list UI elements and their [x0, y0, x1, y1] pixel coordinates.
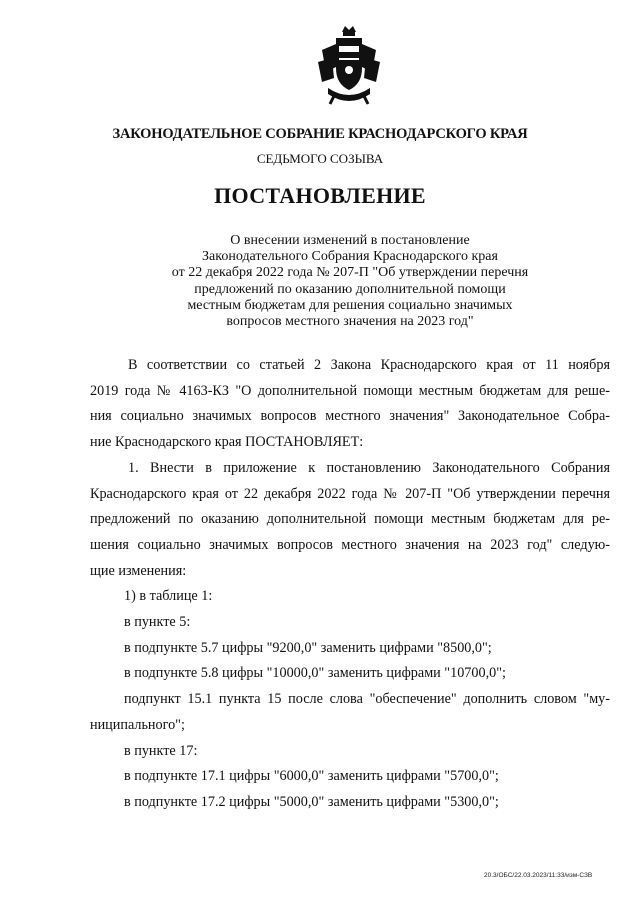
subject-line: О внесении изменений в постановление [230, 233, 470, 248]
subject-line: местным бюджетам для решения социально значимых [187, 297, 513, 313]
body-line: в подпункте 5.8 цифры "10000,0" заменить цифрами "10700,0"; [124, 665, 506, 682]
body-line: предложений по оказанию дополнительной помощи местным бюджетам для ре- [90, 511, 610, 528]
subject-line: от 22 декабря 2022 года № 207-П "Об утверждении перечня [171, 265, 529, 281]
body-line: в подпункте 17.1 цифры "6000,0" заменить цифрами "5700,0"; [124, 768, 499, 785]
body-line: подпункт 15.1 пункта 15 после слова "обеспечение" дополнить словом "му- [124, 691, 610, 708]
subject-line: Законодательного Собрания Краснодарского края [202, 249, 498, 265]
organization-name: ЗАКОНОДАТЕЛЬНОЕ СОБРАНИЕ КРАСНОДАРСКОГО КРАЯ [112, 125, 528, 143]
subject-line: предложений по оказанию дополнительной помощи [194, 281, 506, 297]
body-line: в подпункте 5.7 цифры "9200,0" заменить цифрами "8500,0"; [124, 639, 492, 656]
body-line: 1. Внести в приложение к постановлению Законодательного Собрания [128, 459, 610, 476]
subject-line: вопросов местного значения на 2023 год" [226, 314, 474, 330]
krasnodar-krai-coat-of-arms-icon [314, 22, 384, 108]
body-line: в подпункте 17.2 цифры "5000,0" заменить цифрами "5300,0"; [124, 793, 499, 810]
body-line: В соответствии со статьей 2 Закона Краснодарского края от 11 ноября [128, 357, 610, 373]
document-body [90, 353, 610, 816]
body-line: в пункте 5: [124, 614, 191, 631]
body-line: щие изменения: [90, 562, 187, 579]
body-line: ния социально значимых вопросов местного значения" Законодательное Собра- [90, 408, 610, 425]
body-line: ние Краснодарского края ПОСТАНОВЛЯЕТ: [90, 434, 364, 451]
body-line: в пункте 17: [124, 742, 198, 759]
body-line: шения социально значимых вопросов местного значения на 2023 год" следую- [90, 536, 610, 553]
body-line: Краснодарского края от 22 декабря 2022 года № 207-П "Об утверждении перечня [90, 485, 610, 502]
convocation-label: СЕДЬМОГО СОЗЫВА [256, 151, 384, 166]
body-line: 1) в таблице 1: [124, 588, 213, 605]
document-footer-code: 20.3/ОБС/22.03.2023/11:33/изм-СЗВ [484, 872, 593, 879]
document-subject [140, 233, 560, 330]
body-line: 2019 года № 4163-КЗ "О дополнительной помощи местным бюджетам для реше- [90, 382, 610, 399]
document-title: ПОСТАНОВЛЕНИЕ [214, 183, 426, 208]
body-line: ниципального"; [90, 716, 185, 733]
